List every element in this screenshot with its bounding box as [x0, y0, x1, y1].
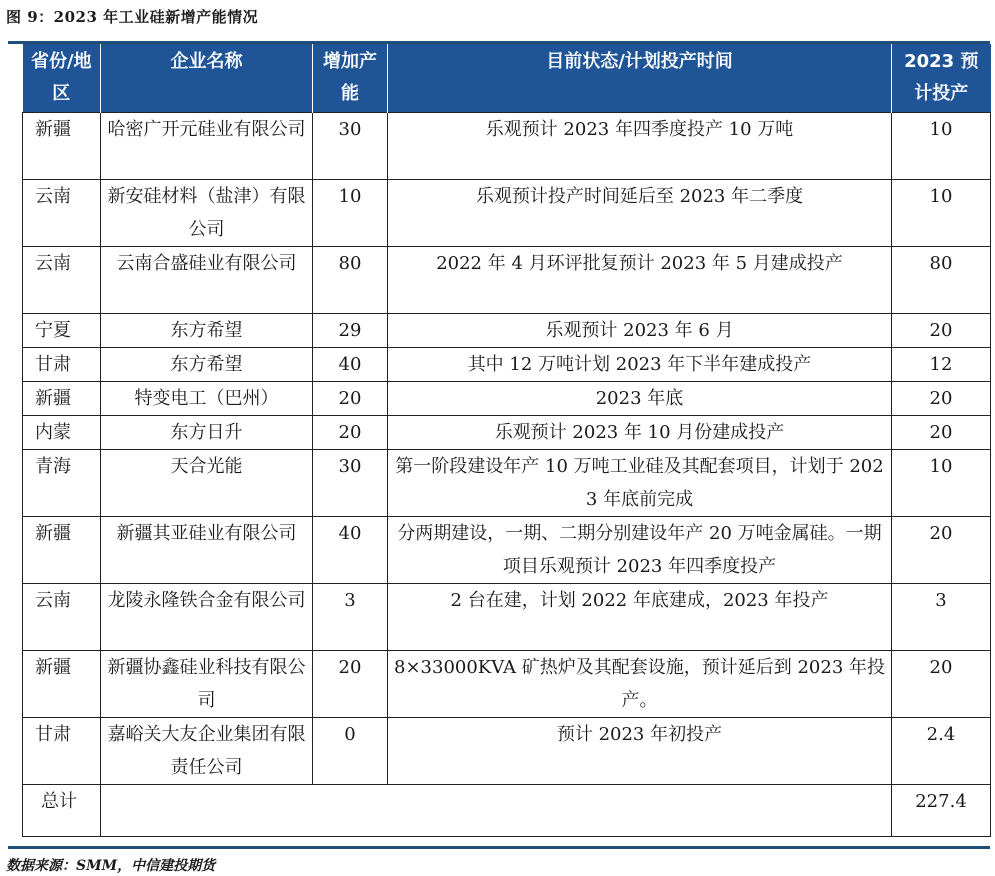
cell-capacity: 40	[313, 517, 388, 584]
cell-company: 新疆其亚硅业有限公司	[101, 517, 313, 584]
cell-province: 新疆	[23, 382, 101, 416]
cell-forecast: 20	[892, 416, 991, 450]
total-spacer	[101, 785, 892, 837]
cell-status: 2 台在建，计划 2022 年底建成，2023 年投产	[388, 584, 892, 651]
cell-forecast: 80	[892, 247, 991, 314]
source-note: 数据来源：SMM，中信建投期货	[6, 858, 216, 874]
cell-province: 青海	[23, 450, 101, 517]
cell-forecast: 20	[892, 651, 991, 718]
cell-forecast: 10	[892, 180, 991, 247]
cell-status: 2022 年 4 月环评批复预计 2023 年 5 月建成投产	[388, 247, 892, 314]
cell-company: 云南合盛硅业有限公司	[101, 247, 313, 314]
table-row	[23, 416, 991, 450]
cell-status: 其中 12 万吨计划 2023 年下半年建成投产	[388, 348, 892, 382]
cell-status: 预计 2023 年初投产	[388, 718, 892, 785]
cell-province: 云南	[23, 180, 101, 247]
cell-company: 嘉峪关大友企业集团有限责任公司	[101, 718, 313, 785]
table-row	[23, 314, 991, 348]
cell-forecast: 20	[892, 517, 991, 584]
cell-company: 天合光能	[101, 450, 313, 517]
header-company: 企业名称	[101, 44, 313, 113]
cell-province: 新疆	[23, 113, 101, 180]
table-row	[23, 517, 991, 584]
table-row	[23, 382, 991, 416]
total-value: 227.4	[892, 785, 991, 837]
total-label: 总计	[23, 785, 101, 837]
table-row	[23, 450, 991, 517]
cell-company: 特变电工（巴州）	[101, 382, 313, 416]
cell-capacity: 10	[313, 180, 388, 247]
cell-status: 8×33000KVA 矿热炉及其配套设施，预计延后到 2023 年投产。	[388, 651, 892, 718]
cell-province: 内蒙	[23, 416, 101, 450]
cell-capacity: 20	[313, 651, 388, 718]
cell-capacity: 80	[313, 247, 388, 314]
table-row	[23, 584, 991, 651]
cell-capacity: 3	[313, 584, 388, 651]
table-row	[23, 247, 991, 314]
header-status: 目前状态/计划投产时间	[388, 44, 892, 113]
cell-forecast: 3	[892, 584, 991, 651]
cell-province: 甘肃	[23, 718, 101, 785]
cell-capacity: 40	[313, 348, 388, 382]
cell-forecast: 10	[892, 113, 991, 180]
cell-province: 新疆	[23, 517, 101, 584]
cell-capacity: 30	[313, 113, 388, 180]
cell-forecast: 10	[892, 450, 991, 517]
cell-province: 云南	[23, 584, 101, 651]
bottom-rule	[8, 846, 990, 849]
cell-status: 乐观预计 2023 年 6 月	[388, 314, 892, 348]
cell-province: 宁夏	[23, 314, 101, 348]
header-forecast: 2023 预计投产	[892, 44, 991, 113]
table-row	[23, 651, 991, 718]
table-row	[23, 180, 991, 247]
cell-company: 东方日升	[101, 416, 313, 450]
cell-status: 乐观预计投产时间延后至 2023 年二季度	[388, 180, 892, 247]
capacity-table	[22, 44, 991, 837]
cell-company: 新安硅材料（盐津）有限公司	[101, 180, 313, 247]
cell-capacity: 20	[313, 382, 388, 416]
cell-province: 甘肃	[23, 348, 101, 382]
cell-company: 哈密广开元硅业有限公司	[101, 113, 313, 180]
table-row	[23, 348, 991, 382]
cell-forecast: 2.4	[892, 718, 991, 785]
cell-status: 2023 年底	[388, 382, 892, 416]
cell-forecast: 20	[892, 314, 991, 348]
cell-status: 分两期建设，一期、二期分别建设年产 20 万吨金属硅。一期项目乐观预计 2023 年四季度投产	[388, 517, 892, 584]
cell-province: 新疆	[23, 651, 101, 718]
total-row	[23, 785, 991, 837]
cell-company: 新疆协鑫硅业科技有限公司	[101, 651, 313, 718]
cell-company: 龙陵永隆铁合金有限公司	[101, 584, 313, 651]
header-province: 省份/地区	[23, 44, 101, 113]
cell-forecast: 20	[892, 382, 991, 416]
cell-status: 乐观预计 2023 年 10 月份建成投产	[388, 416, 892, 450]
table-row	[23, 113, 991, 180]
cell-status: 第一阶段建设年产 10 万吨工业硅及其配套项目，计划于 2023 年底前完成	[388, 450, 892, 517]
cell-province: 云南	[23, 247, 101, 314]
figure-title: 图 9：2023 年工业硅新增产能情况	[6, 8, 259, 26]
cell-forecast: 12	[892, 348, 991, 382]
table-row	[23, 718, 991, 785]
cell-capacity: 20	[313, 416, 388, 450]
cell-capacity: 30	[313, 450, 388, 517]
cell-capacity: 0	[313, 718, 388, 785]
cell-company: 东方希望	[101, 314, 313, 348]
cell-status: 乐观预计 2023 年四季度投产 10 万吨	[388, 113, 892, 180]
header-capacity: 增加产能	[313, 44, 388, 113]
header-row	[23, 44, 991, 113]
cell-capacity: 29	[313, 314, 388, 348]
cell-company: 东方希望	[101, 348, 313, 382]
